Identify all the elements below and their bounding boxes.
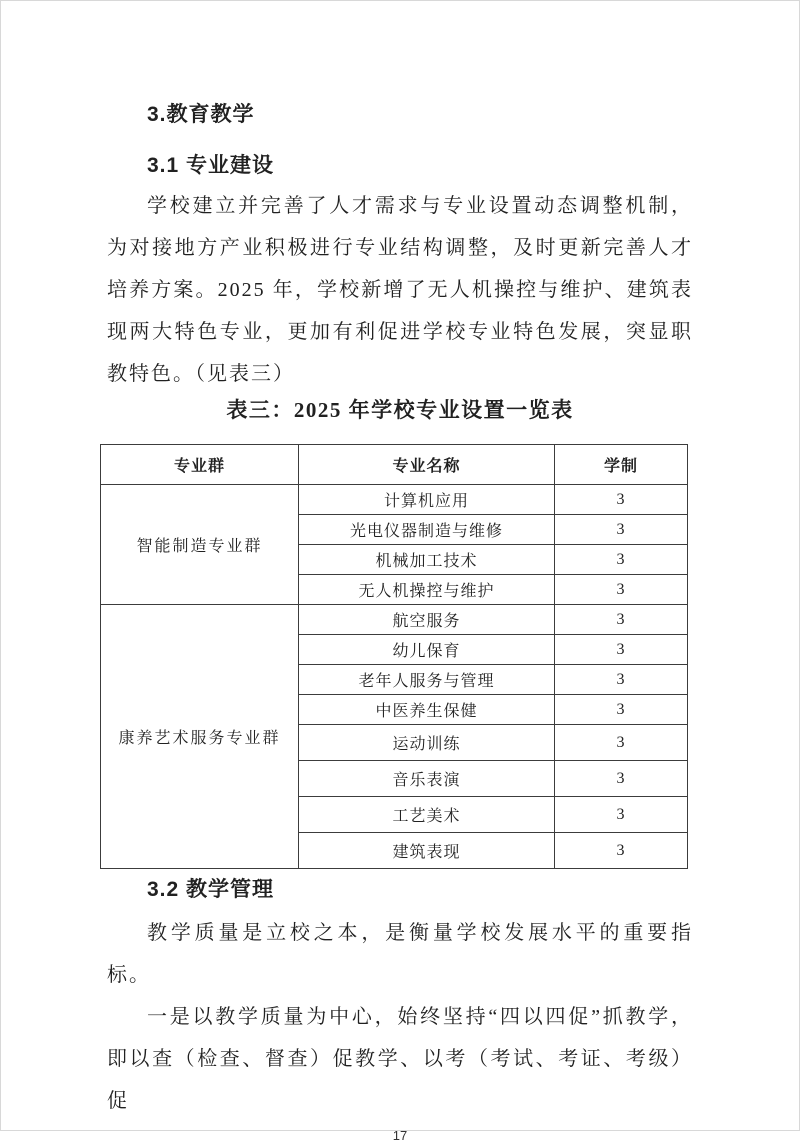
subsection-heading-teaching-management: 3.2 教学管理 <box>147 878 275 901</box>
table-header-row <box>101 445 688 485</box>
major-name-cell: 运动训练 <box>299 725 555 761</box>
column-header-duration: 学制 <box>555 445 688 485</box>
major-name-cell: 计算机应用 <box>299 485 555 515</box>
duration-cell: 3 <box>555 575 688 605</box>
paragraph-major-construction: 学校建立并完善了人才需求与专业设置动态调整机制，为对接地方产业积极进行专业结构调整，及时更新完善人才培养方案。2025 年，学校新增了无人机操控与维护、建筑表现两大特色专业，更加有利促进学校专业特色发展，突显职教特色。（见表三） <box>107 195 693 385</box>
major-name-cell: 老年人服务与管理 <box>299 665 555 695</box>
page-number: 17 <box>392 1128 408 1143</box>
major-group-cell: 智能制造专业群 <box>101 485 299 605</box>
major-name-cell: 机械加工技术 <box>299 545 555 575</box>
table-row <box>101 485 688 515</box>
major-name-cell: 无人机操控与维护 <box>299 575 555 605</box>
duration-cell: 3 <box>555 833 688 869</box>
table-row <box>101 605 688 635</box>
duration-cell: 3 <box>555 605 688 635</box>
major-name-cell: 中医养生保健 <box>299 695 555 725</box>
duration-cell: 3 <box>555 695 688 725</box>
major-name-cell: 建筑表现 <box>299 833 555 869</box>
duration-cell: 3 <box>555 725 688 761</box>
subsection-heading-major-construction: 3.1 专业建设 <box>147 154 275 177</box>
majors-table <box>100 444 688 869</box>
major-name-cell: 音乐表演 <box>299 761 555 797</box>
duration-cell: 3 <box>555 485 688 515</box>
major-name-cell: 航空服务 <box>299 605 555 635</box>
duration-cell: 3 <box>555 797 688 833</box>
paragraph-teaching-quality: 教学质量是立校之本，是衡量学校发展水平的重要指标。 <box>107 922 693 986</box>
table-title: 表三：2025 年学校专业设置一览表 <box>226 398 574 422</box>
duration-cell: 3 <box>555 635 688 665</box>
major-name-cell: 幼儿保育 <box>299 635 555 665</box>
major-group-cell: 康养艺术服务专业群 <box>101 605 299 869</box>
duration-cell: 3 <box>555 665 688 695</box>
column-header-major-group: 专业群 <box>101 445 299 485</box>
duration-cell: 3 <box>555 545 688 575</box>
major-name-cell: 工艺美术 <box>299 797 555 833</box>
column-header-major-name: 专业名称 <box>299 445 555 485</box>
duration-cell: 3 <box>555 761 688 797</box>
duration-cell: 3 <box>555 515 688 545</box>
section-heading-education-teaching: 3.教育教学 <box>147 103 255 126</box>
major-name-cell: 光电仪器制造与维修 <box>299 515 555 545</box>
paragraph-teaching-center: 一是以教学质量为中心，始终坚持“四以四促”抓教学，即以查（检查、督查）促教学、以考（考试、考证、考级）促 <box>107 1006 693 1112</box>
